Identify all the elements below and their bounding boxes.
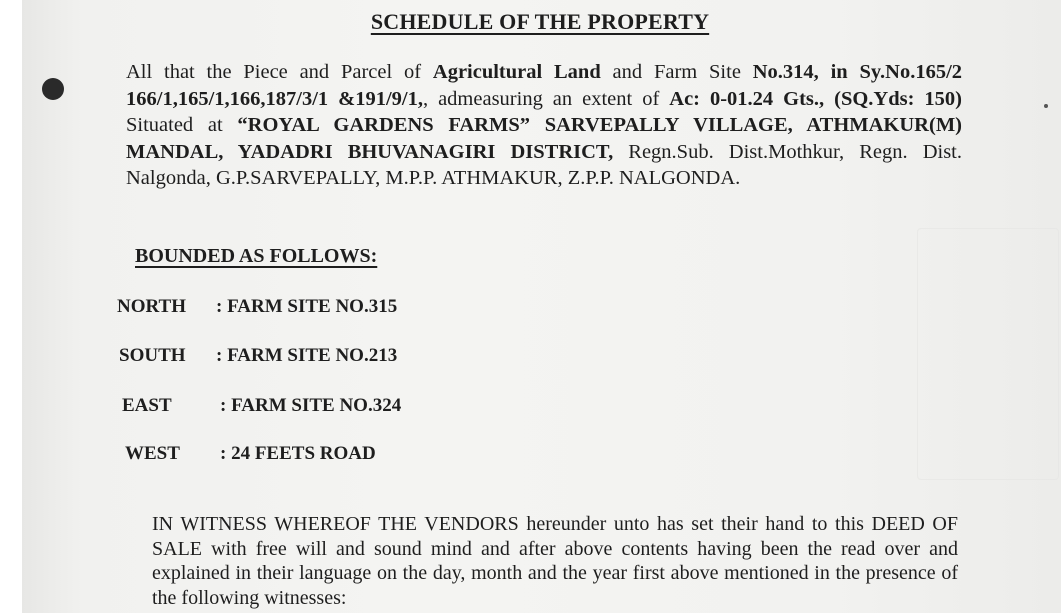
description-text: Situated at xyxy=(126,114,238,136)
boundary-north-value: : FARM SITE NO.315 xyxy=(216,296,398,317)
boundary-south-label: SOUTH xyxy=(119,345,186,366)
boundary-east-label: EAST xyxy=(122,395,172,416)
boundary-west-label: WEST xyxy=(125,443,180,464)
boundary-south-value: : FARM SITE NO.213 xyxy=(216,345,398,366)
description-text: , admeasuring an extent of xyxy=(422,87,670,110)
document-title: SCHEDULE OF THE PROPERTY xyxy=(370,9,710,34)
witness-clause: IN WITNESS WHEREOF THE VENDORS hereunder unto has set their hand to this DEED OF SALE with free will and sound mind and after above contents having been the read over and explained in their language on the day, month and the year first above mentioned in the presence of the following witnesses: xyxy=(152,513,958,609)
property-description xyxy=(126,59,962,192)
extent: Ac: 0-01.24 Gts., (SQ.Yds: 150) xyxy=(669,87,962,110)
description-text: All that the Piece and Parcel of xyxy=(126,61,433,83)
bounded-heading: BOUNDED AS FOLLOWS: xyxy=(135,245,378,267)
location: “ROYAL GARDENS FARMS” SARVEPALLY VILLAGE, ATHMAKUR(M) MANDAL, YADADRI BHUVANAGIRI DISTRICT, xyxy=(126,114,962,163)
registration-details: Regn.Sub. Dist.Mothkur, Regn. Dist. Nalgonda, G.P.SARVEPALLY, M.P.P. ATHMAKUR, Z.P.P. NALGONDA. xyxy=(126,140,962,189)
description-text: and Farm Site xyxy=(600,61,753,83)
faded-stamp-impression xyxy=(917,228,1059,480)
land-type: Agricultural Land xyxy=(432,61,601,83)
boundary-east-value: : FARM SITE NO.324 xyxy=(220,395,402,416)
punch-hole xyxy=(42,78,64,100)
boundary-west-value: : 24 FEETS ROAD xyxy=(220,443,376,464)
survey-numbers: No.314, in Sy.No.165/2 166/1,165/1,166,187/3/1 &191/9/1, xyxy=(126,61,963,110)
document-page xyxy=(22,0,1061,613)
left-margin xyxy=(0,0,24,613)
boundary-north-label: NORTH xyxy=(117,296,187,317)
ink-speck xyxy=(1044,104,1048,108)
